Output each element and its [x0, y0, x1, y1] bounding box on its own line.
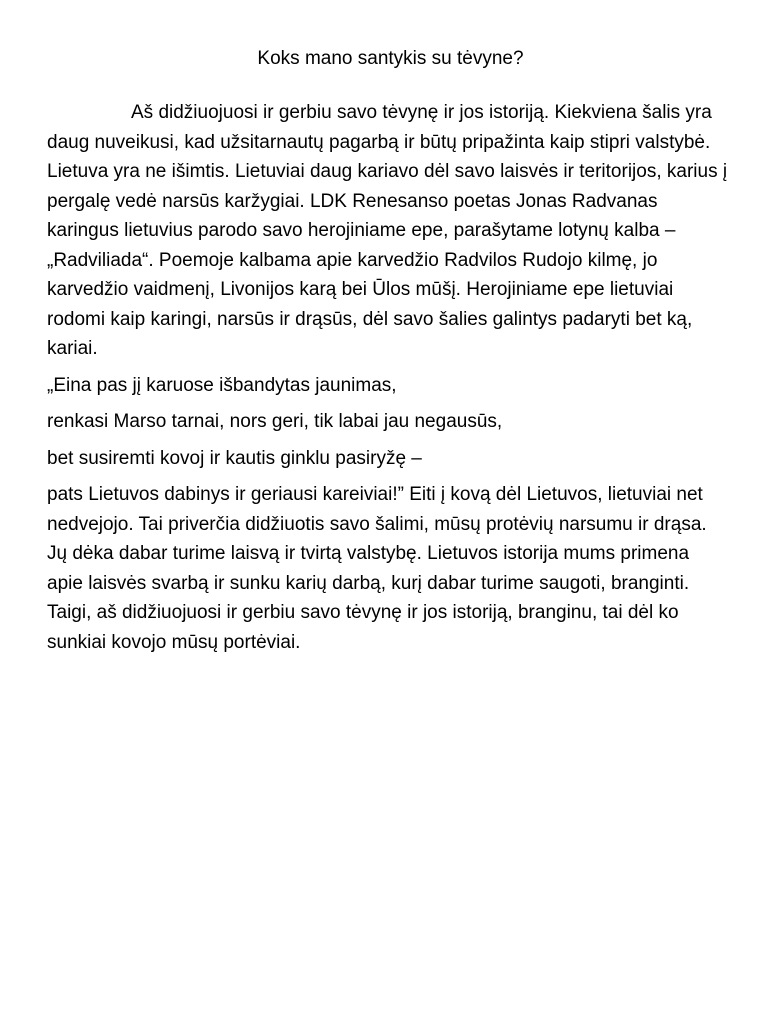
verse-line-1: „Eina pas jį karuose išbandytas jaunimas, — [47, 374, 397, 396]
paragraph-conclusion: pats Lietuvos dabinys ir geriausi kareiviai!” Eiti į kovą dėl Lietuvos, lietuviai net nedvejojo. Tai priverčia didžiuotis savo šalimi, mūsų protėvių narsumu ir drąsa. Jų dėka dabar turime laisvą ir tvirtą valstybę. Lietuvos istorija mums primena apie laisvės svarbą ir sunku karių darbą, kurį dabar turime saugoti, branginti. Taigi, aš didžiuojuosi ir gerbiu savo tėvynę ir jos istoriją, branginu, tai dėl ko sunkiai kovojo mūsų portėviai. — [47, 484, 707, 653]
paragraph-intro: Aš didžiuojuosi ir gerbiu savo tėvynę ir jos istoriją. Kiekviena šalis yra daug nuveikusi, kad užsitarnautų pagarbą ir būtų pripažinta kaip stipri valstybė. Lietuva yra ne išimtis. Lietuviai daug kariavo dėl savo laisvės ir teritorijos, karius į pergalę vedė narsūs karžygiai. LDK Renesanso poetas Jonas Radvanas karingus lietuvius parodo savo herojiniame epe, parašytame lotynų kalba – „Radviliada“. Poemoje kalbama apie karvedžio Radvilos Rudojo kilmę, jo karvedžio vaidmenį, Livonijos karą bei Ūlos mūšį. Herojiniame epe lietuviai rodomi kaip karingi, narsūs ir drąsūs, dėl savo šalies galintys padaryti bet ką, kariai. — [47, 102, 728, 359]
document-title: Koks mano santykis su tėvyne? — [257, 48, 524, 69]
verse-quote — [47, 371, 728, 474]
verse-line-2: renkasi Marso tarnai, nors geri, tik labai jau negausūs, — [47, 411, 503, 432]
verse-line-3: bet susiremti kovoj ir kautis ginklu pasiryžę – — [47, 447, 422, 469]
